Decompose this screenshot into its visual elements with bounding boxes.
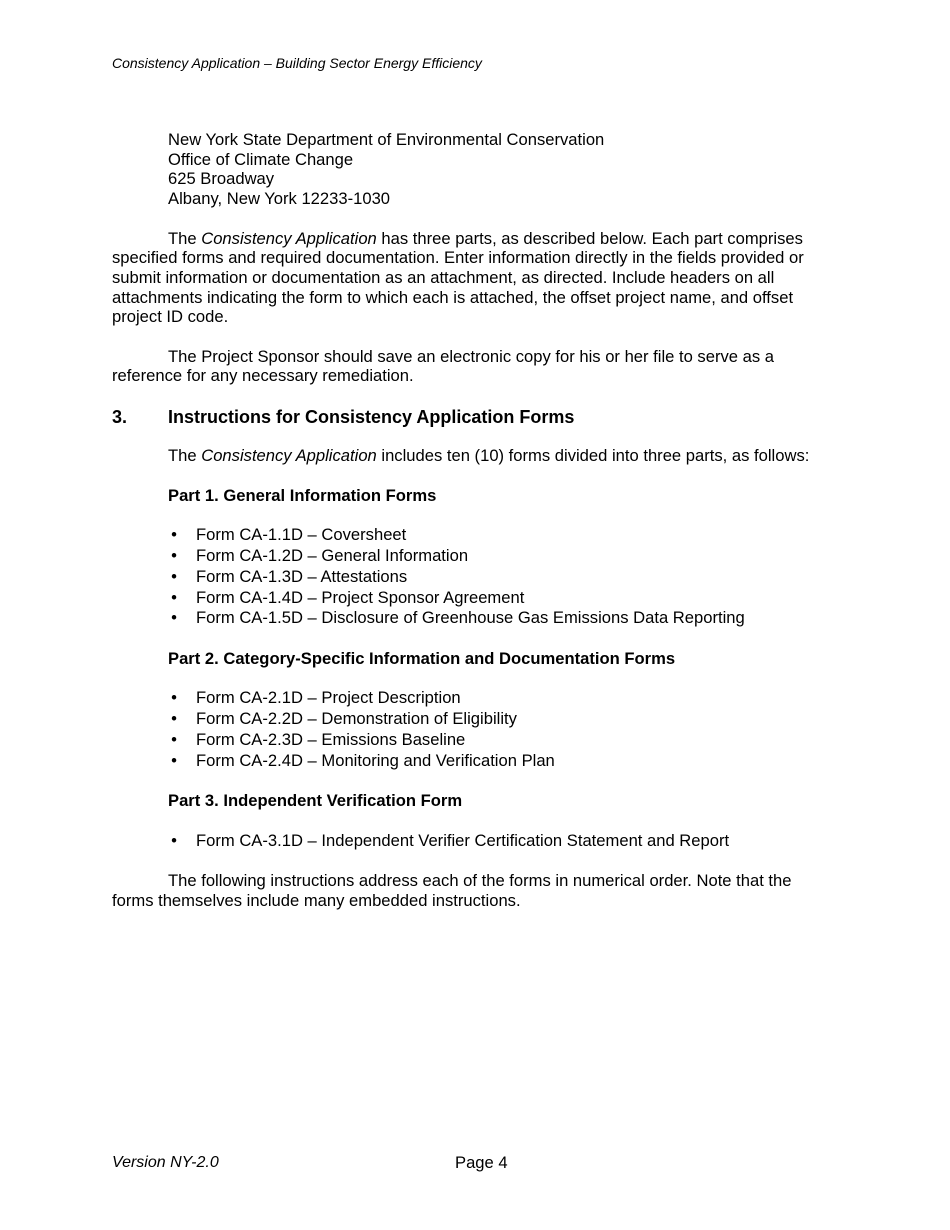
list-item: • Form CA-1.5D – Disclosure of Greenhouse Gas Emissions Data Reporting xyxy=(168,608,836,629)
part-3-heading: Part 3. Independent Verification Form xyxy=(168,791,463,811)
section-heading xyxy=(112,407,836,427)
list-item: • Form CA-1.4D – Project Sponsor Agreement xyxy=(168,588,836,609)
page-number: Page 4 xyxy=(455,1153,508,1172)
intro-paragraph: The Consistency Application has three parts, as described below. Each part comprises specified forms and required documentation. Enter information directly in the fields provided or submit information or documentation as an attachment, as directed. Include headers on all attachments indicating the form to which each is attached, the offset project name, and offset project ID code. xyxy=(112,228,804,327)
bullet-icon: • xyxy=(171,688,177,708)
address-line: 625 Broadway xyxy=(168,169,275,189)
mailing-address xyxy=(168,130,836,209)
bullet-icon: • xyxy=(171,546,177,566)
list-item: • Form CA-2.3D – Emissions Baseline xyxy=(168,730,836,751)
bullet-icon: • xyxy=(171,709,177,729)
bullet-icon: • xyxy=(171,525,177,545)
bullet-icon: • xyxy=(171,566,177,586)
footer-version: Version NY-2.0 xyxy=(112,1154,219,1171)
emphasis-consistency-application: Consistency Application xyxy=(201,228,377,248)
bullet-icon: • xyxy=(171,729,177,749)
bullet-icon: • xyxy=(171,830,177,850)
bullet-icon: • xyxy=(171,608,177,628)
list-item: • Form CA-2.2D – Demonstration of Eligibility xyxy=(168,709,836,730)
part-3-form-list xyxy=(168,831,836,852)
list-item: • Form CA-1.1D – Coversheet xyxy=(168,525,836,546)
closing-paragraph: The following instructions address each of the forms in numerical order. Note that the forms themselves include many embedded instructions. xyxy=(112,871,792,910)
list-item: • Form CA-2.4D – Monitoring and Verification Plan xyxy=(168,751,836,772)
part-1-heading: Part 1. General Information Forms xyxy=(168,485,437,505)
list-item: • Form CA-3.1D – Independent Verifier Certification Statement and Report xyxy=(168,831,836,852)
section-title: Instructions for Consistency Application Forms xyxy=(168,406,575,427)
list-item: • Form CA-2.1D – Project Description xyxy=(168,688,836,709)
address-line: Office of Climate Change xyxy=(168,149,354,169)
page-body xyxy=(112,130,836,910)
running-header: Consistency Application – Building Sector Energy Efficiency xyxy=(112,55,482,71)
address-line: Albany, New York 12233-1030 xyxy=(168,189,391,209)
part-2-form-list xyxy=(168,688,836,771)
section-number: 3. xyxy=(112,406,128,427)
bullet-icon: • xyxy=(171,587,177,607)
address-line: New York State Department of Environmental Conservation xyxy=(168,130,605,149)
list-item: • Form CA-1.2D – General Information xyxy=(168,546,836,567)
bullet-icon: • xyxy=(171,750,177,770)
save-copy-paragraph: The Project Sponsor should save an electronic copy for his or her file to serve as a reference for any necessary remediation. xyxy=(112,346,774,386)
section-lead-paragraph: The Consistency Application includes ten (10) forms divided into three parts, as follows: xyxy=(168,446,810,466)
part-2-heading: Part 2. Category-Specific Information and Documentation Forms xyxy=(168,648,676,668)
part-1-form-list xyxy=(168,525,836,629)
list-item: • Form CA-1.3D – Attestations xyxy=(168,567,836,588)
